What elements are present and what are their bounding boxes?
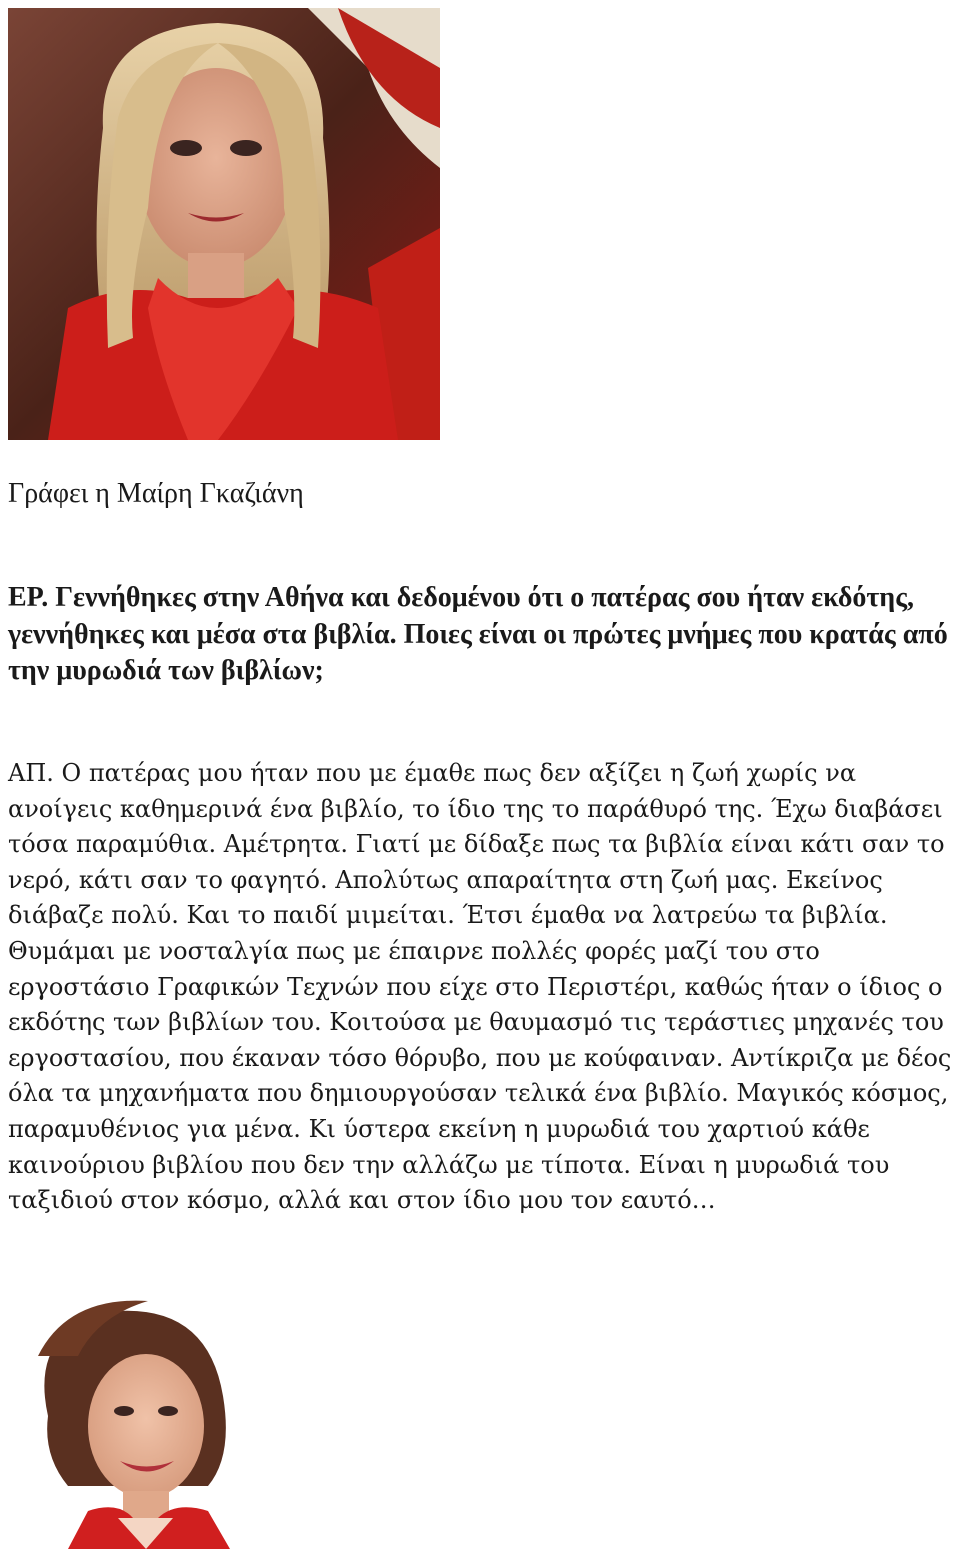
author-photo-illustration — [8, 8, 440, 440]
article-byline: Γράφει η Μαίρη Γκαζιάνη — [8, 478, 304, 509]
author-photo — [8, 8, 440, 440]
interviewee-photo-illustration — [8, 1286, 270, 1549]
interviewee-photo — [8, 1286, 270, 1549]
interview-question: ΕΡ. Γεννήθηκες στην Αθήνα και δεδομένου ότι ο πατέρας σου ήταν εκδότης, γεννήθηκες και μέσα στα βιβλία. Ποιες είναι οι πρώτες μνήμες που κρατάς από την μυρωδιά των βιβλίων; — [8, 582, 948, 686]
interview-answer: ΑΠ. Ο πατέρας μου ήταν που με έμαθε πως δεν αξίζει η ζωή χωρίς να ανοίγεις καθημερινά ένα βιβλίο, το ίδιο της το παράθυρό της. Έχω διαβάσει τόσα παραμύθια. Αμέτρητα. Γιατί με δίδαξε πως τα βιβλία είναι κάτι σαν το νερό, κάτι σαν το φαγητό. Απολύτως απαραίτητα στη ζωή μας. Εκείνος διάβαζε πολύ. Και το παιδί μιμείται. Έτσι έμαθα να λατρεύω τα βιβλία. Θυμάμαι με νοσταλγία πως με έπαιρνε πολλές φορές μαζί του στο εργοστάσιο Γραφικών Τεχνών που είχε στο Περιστέρι, καθώς ήταν ο ίδιος ο εκδότης των βιβλίων του. Κοιτούσα με θαυμασμό τις τεράστιες μηχανές του εργοστασίου, που έκαναν τόσο θόρυβο, που με κούφαιναν. Αντίκριζα με δέος όλα τα μηχανήματα που δημιουργούσαν τελικά ένα βιβλίο. Μαγικός κόσμος, παραμυθένιος για μένα. Κι ύστερα εκείνη η μυρωδιά του χαρτιού κάθε καινούριου βιβλίου που δεν την αλλάζω με τίποτα. Είναι η μυρωδιά του ταξιδιού στον κόσμο, αλλά και στον ίδιο μου τον εαυτό… — [8, 759, 952, 1215]
